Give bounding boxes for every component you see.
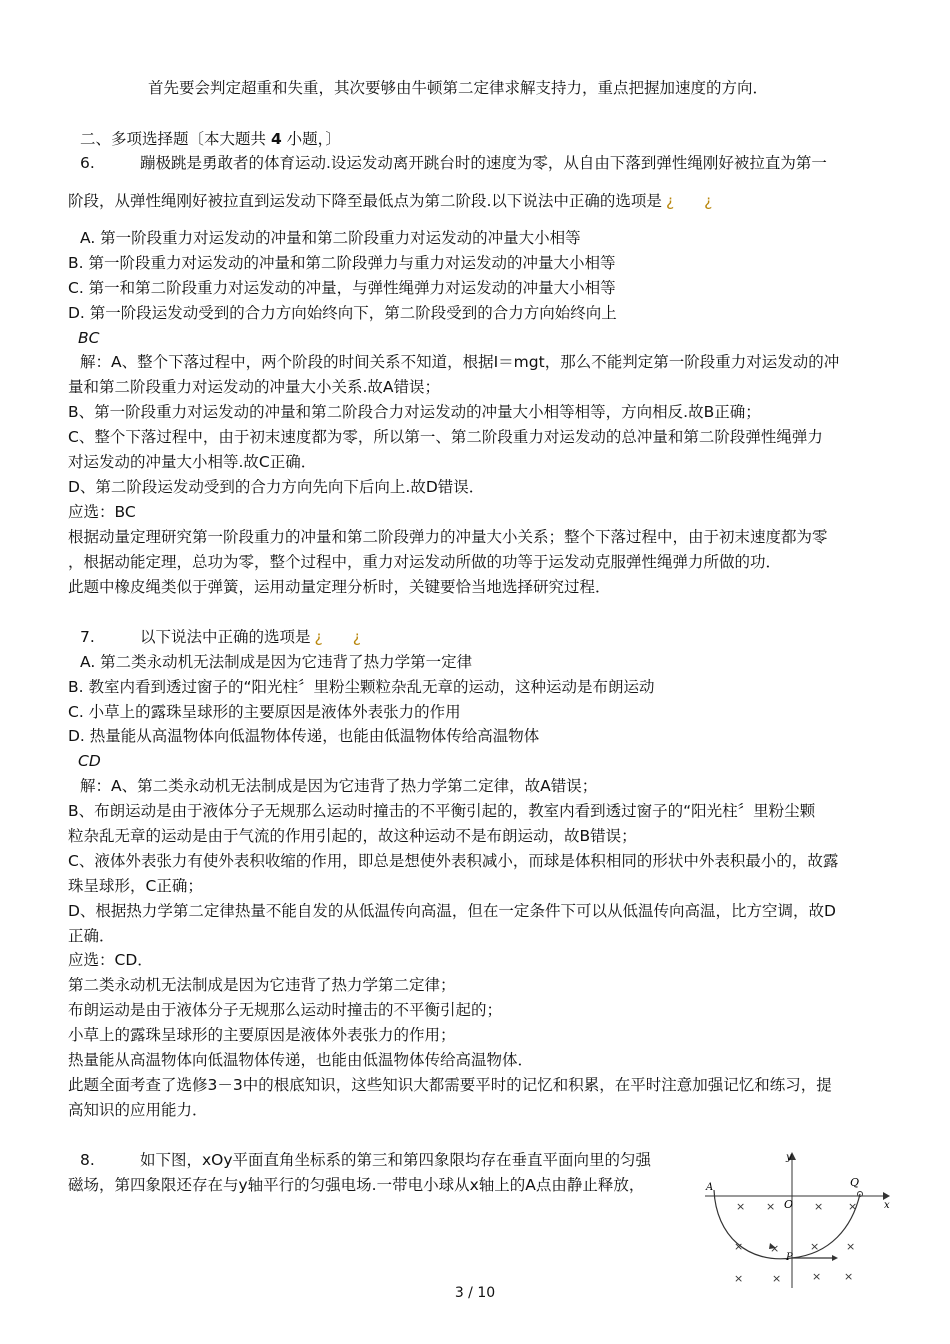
q6-stem-line1 [80,153,827,173]
q6-solution-line: C、整个下落过程中，由于初末速度都为零，所以第一、第二阶段重力对运发动的总冲量和第二阶段弹性绳弹力 [68,428,823,446]
label-x: x [884,1200,890,1211]
q6-option-a: A. 第一阶段重力对运发动的冲量和第二阶段重力对运发动的冲量大小相等 [80,229,581,247]
q7-number: 7. [80,628,95,646]
q7-option-b: B. 教室内看到透过窗子的“阳光柱〞里粉尘颗粒杂乱无章的运动，这种运动是布朗运动 [68,678,655,696]
q7-stem-text: 以下说法中正确的选项是 [140,628,311,646]
q8-stem-line2: 磁场，第四象限还存在与y轴平行的匀强电场.一带电小球从x轴上的A点由静止释放， [68,1176,645,1194]
q7-solution-line: D、根据热力学第二定律热量不能自发的从低温传向高温，但在一定条件下可以从低温传向高温，比方空调，故D [68,902,836,920]
label-p: P [786,1252,793,1263]
field-cross: × [734,1272,744,1285]
q7-solution-line: 应选：CD． [68,951,153,969]
q6-solution-line: 解：A、整个下落过程中，两个阶段的时间关系不知道，根据I＝mgt，那么不能判定第一阶段重力对运发动的冲 [80,353,840,371]
q7-solution-line: 正确． [68,927,115,945]
q8-stem-text1: 如下图，xOy平面直角坐标系的第三和第四象限均存在垂直平面向里的匀强 [140,1151,652,1169]
field-cross: × [766,1200,776,1213]
page-number: 3 / 10 [454,1285,496,1301]
q7-solution-line: 小草上的露珠呈球形的主要原因是液体外表张力的作用； [68,1026,456,1044]
q6-solution-line: D、第二阶段运发动受到的合力方向先向下后向上.故D错误． [68,478,485,496]
question-count: 4 [270,130,282,148]
q6-answer: BC [78,329,100,347]
q6-solution-line: 此题中橡皮绳类似于弹簧，运用动量定理分析时，关键要恰当地选择研究过程． [68,578,611,596]
field-cross: × [848,1200,858,1213]
label-a: A [706,1182,714,1193]
intro-line: 首先要会判定超重和失重，其次要够由牛顿第二定律求解支持力，重点把握加速度的方向． [148,79,769,97]
q6-solution-line: B、第一阶段重力对运发动的冲量和第二阶段合力对运发动的冲量大小相等相等，方向相反.故B正确； [68,403,761,421]
q6-solution-line: 对运发动的冲量大小相等.故C正确． [68,453,317,471]
section-prefix: 二、多项选择题〔本大题共 [80,130,271,148]
label-o: O [784,1198,794,1211]
q6-bracket-close: ¿ [704,192,713,210]
q6-number: 6. [80,154,95,172]
field-cross: × [736,1200,746,1213]
q8-stem-line1 [80,1150,651,1170]
q7-solution-line: C、液体外表张力有使外表积收缩的作用，即总是想使外表积减小，而球是体积相同的形状中外表积最小的，故露 [68,852,839,870]
q7-solution-line: 布朗运动是由于液体分子无规那么运动时撞击的不平衡引起的； [68,1001,503,1019]
q6-solution-line: 根据动量定理研究第一阶段重力的冲量和第二阶段弹力的冲量大小关系；整个下落过程中，由于初末速度都为零 [68,528,828,546]
field-cross: × [814,1200,824,1213]
q7-solution-line: B、布朗运动是由于液体分子无规那么运动时撞击的不平衡引起的，教室内看到透过窗子的“阳光柱〞里粉尘颗 [68,802,816,820]
field-cross: × [812,1270,822,1283]
q7-solution-line: 第二类永动机无法制成是因为它违背了热力学第二定律； [68,976,456,994]
q6-solution-line: ，根据动能定理，总功为零，整个过程中，重力对运发动所做的功等于运发动克服弹性绳弹力所做的功． [68,553,782,571]
field-cross: × [846,1240,856,1253]
q7-bracket-open: ¿ [314,628,323,646]
q7-option-c: C. 小草上的露珠呈球形的主要原因是液体外表张力的作用 [68,703,461,721]
q6-stem-text1: 蹦极跳是勇敢者的体育运动.设运发动离开跳台时的速度为零，从自由下落到弹性绳刚好被拉直为第一 [140,154,827,172]
label-y: y [786,1152,792,1163]
q6-stem-text2: 阶段，从弹性绳刚好被拉直到运发动下降至最低点为第二阶段.以下说法中正确的选项是 [68,192,662,210]
q7-solution-line: 珠呈球形，C正确； [68,877,203,895]
q6-bracket-open: ¿ [665,192,675,210]
q7-solution-line: 高知识的应用能力． [68,1101,208,1119]
field-cross: × [810,1240,820,1253]
q7-solution-line: 粒杂乱无章的运动是由于气流的作用引起的，故这种运动不是布朗运动，故B错误； [68,827,637,845]
q7-stem [80,627,361,647]
field-cross: × [734,1240,744,1253]
label-q: Q [850,1176,860,1189]
q6-solution-line: 应选：BC [68,503,136,521]
q7-solution-line: 此题全面考查了选修3－3中的根底知识，这些知识大都需要平时的记忆和积累，在平时注意加强记忆和练习，提 [68,1076,832,1094]
q7-answer: CD [78,752,101,770]
x-axis-arrow-icon [883,1192,890,1200]
q6-option-b: B. 第一阶段重力对运发动的冲量和第二阶段弹力与重力对运发动的冲量大小相等 [68,254,616,272]
section-suffix: 小题，〕 [281,130,341,148]
section-heading [80,129,341,149]
field-cross: × [772,1272,782,1285]
velocity-arrow-icon [832,1255,838,1261]
q6-stem-line2 [68,191,712,211]
q7-option-d: D. 热量能从高温物体向低温物体传递，也能由低温物体传给高温物体 [68,727,540,745]
q8-number: 8. [80,1151,95,1169]
q7-solution-line: 热量能从高温物体向低温物体传递，也能由低温物体传给高温物体． [68,1051,534,1069]
q8-figure [700,1146,895,1291]
q6-solution-line: 量和第二阶段重力对运发动的冲量大小关系.故A错误； [68,378,441,396]
field-cross: × [844,1270,854,1283]
q7-bracket-close: ¿ [352,628,361,646]
q6-option-d: D. 第一阶段运发动受到的合力方向始终向下，第二阶段受到的合力方向始终向上 [68,304,617,322]
q6-option-c: C. 第一和第二阶段重力对运发动的冲量，与弹性绳弹力对运发动的冲量大小相等 [68,279,616,297]
field-cross: × [770,1242,780,1255]
q7-solution-line: 解：A、第二类永动机无法制成是因为它违背了热力学第二定律，故A错误； [80,777,598,795]
q7-option-a: A. 第二类永动机无法制成是因为它违背了热力学第一定律 [80,653,473,671]
